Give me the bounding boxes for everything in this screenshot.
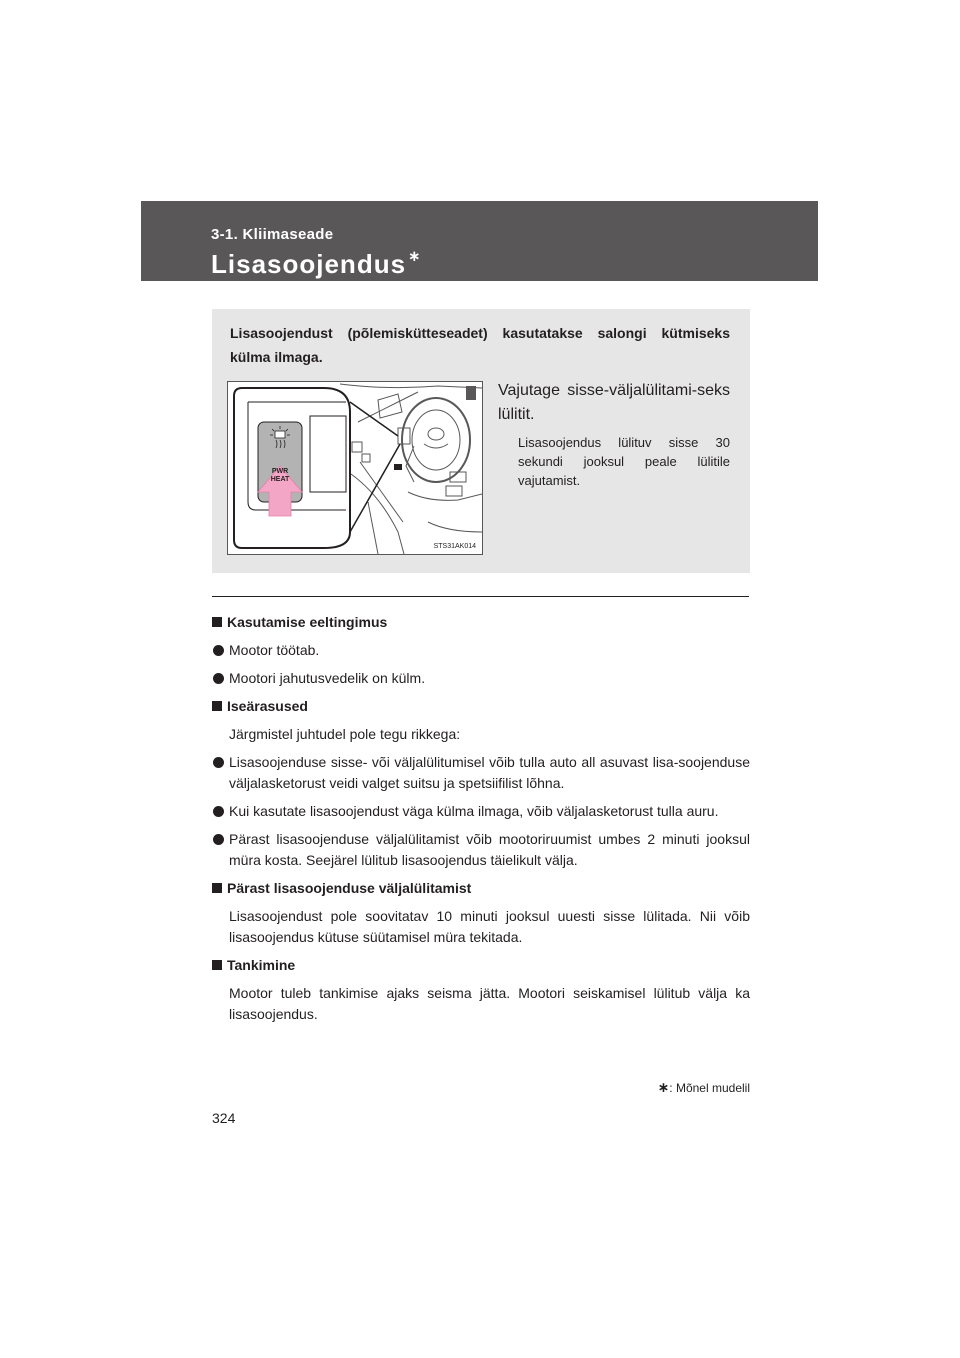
switch-label-pwr: PWR <box>271 468 289 475</box>
footnote-text: : Mõnel mudelil <box>669 1081 750 1095</box>
list-item: Pärast lisasoojenduse väljalülitamist võib mootoriruumist umbes 2 minuti jooksul müra kosta. Seejärel lülitub lisasoojendus täielikult välja. <box>212 829 750 871</box>
page-title-text: Lisasoojendus <box>211 249 407 279</box>
intro-text: Lisasoojendust (põlemiskütteseadet) kasutatakse salongi kütmiseks külma ilmaga. <box>230 325 730 365</box>
section-conditions <box>212 612 750 689</box>
illustration-code: STS31AK014 <box>433 543 476 550</box>
section-label: 3-1. Kliimaseade <box>211 226 334 243</box>
bullet-dot-icon <box>213 806 224 817</box>
bullet-dot-icon <box>213 645 224 656</box>
footnote-asterisk: ∗ <box>657 1079 670 1095</box>
main-content <box>212 612 750 1032</box>
step-note: Lisasoojendus lülituv sisse 30 sekundi jooksul peale lülitile vajutamist. <box>518 435 730 488</box>
dashboard-illustration <box>227 381 483 555</box>
switch-label-heat: HEAT <box>270 476 290 483</box>
divider <box>212 596 749 597</box>
page-number: 324 <box>212 1110 236 1126</box>
step-instruction: Vajutage sisse-väljalülitami-seks lülitit. <box>498 382 730 423</box>
section-title: Iseärasused <box>227 698 308 714</box>
chapter-header <box>141 201 818 281</box>
section-title: Tankimine <box>227 957 296 973</box>
info-box <box>212 309 750 573</box>
list-item: Lisasoojenduse sisse- või väljalülitumisel võib tulla auto all asuvast lisa-soojenduse väljalasketorust veidi valget suitsu ja spetsiifilist lõhna. <box>212 752 750 794</box>
list-item: Mootor töötab. <box>212 640 750 661</box>
section-features <box>212 696 750 871</box>
section-after-switch-off <box>212 878 750 948</box>
section-title: Pärast lisasoojenduse väljalülitamist <box>227 880 472 896</box>
square-bullet-icon <box>212 960 222 970</box>
bullet-dot-icon <box>213 673 224 684</box>
square-bullet-icon <box>212 617 222 627</box>
section-refueling <box>212 955 750 1025</box>
bullet-dot-icon <box>213 834 224 845</box>
section-title: Kasutamise eeltingimus <box>227 614 388 630</box>
list-item: Mootori jahutusvedelik on külm. <box>212 668 750 689</box>
footnote <box>620 1079 750 1096</box>
square-bullet-icon <box>212 883 222 893</box>
page-title <box>211 249 422 280</box>
section-text: Mootor tuleb tankimise ajaks seisma jätta. Mootori seiskamisel lülitub välja ka lisasoojendus. <box>229 985 750 1022</box>
square-bullet-icon <box>212 701 222 711</box>
section-text: Lisasoojendust pole soovitatav 10 minuti jooksul uuesti sisse lülitada. Nii võib lisasoojendus kütuse süütamisel müra tekitada. <box>229 908 750 945</box>
title-asterisk: ∗ <box>408 248 422 265</box>
bullet-dot-icon <box>213 757 224 768</box>
section-intro: Järgmistel juhtudel pole tegu rikkega: <box>229 726 461 742</box>
list-item: Kui kasutate lisasoojendust väga külma ilmaga, võib väljalasketorust tulla auru. <box>212 801 750 822</box>
